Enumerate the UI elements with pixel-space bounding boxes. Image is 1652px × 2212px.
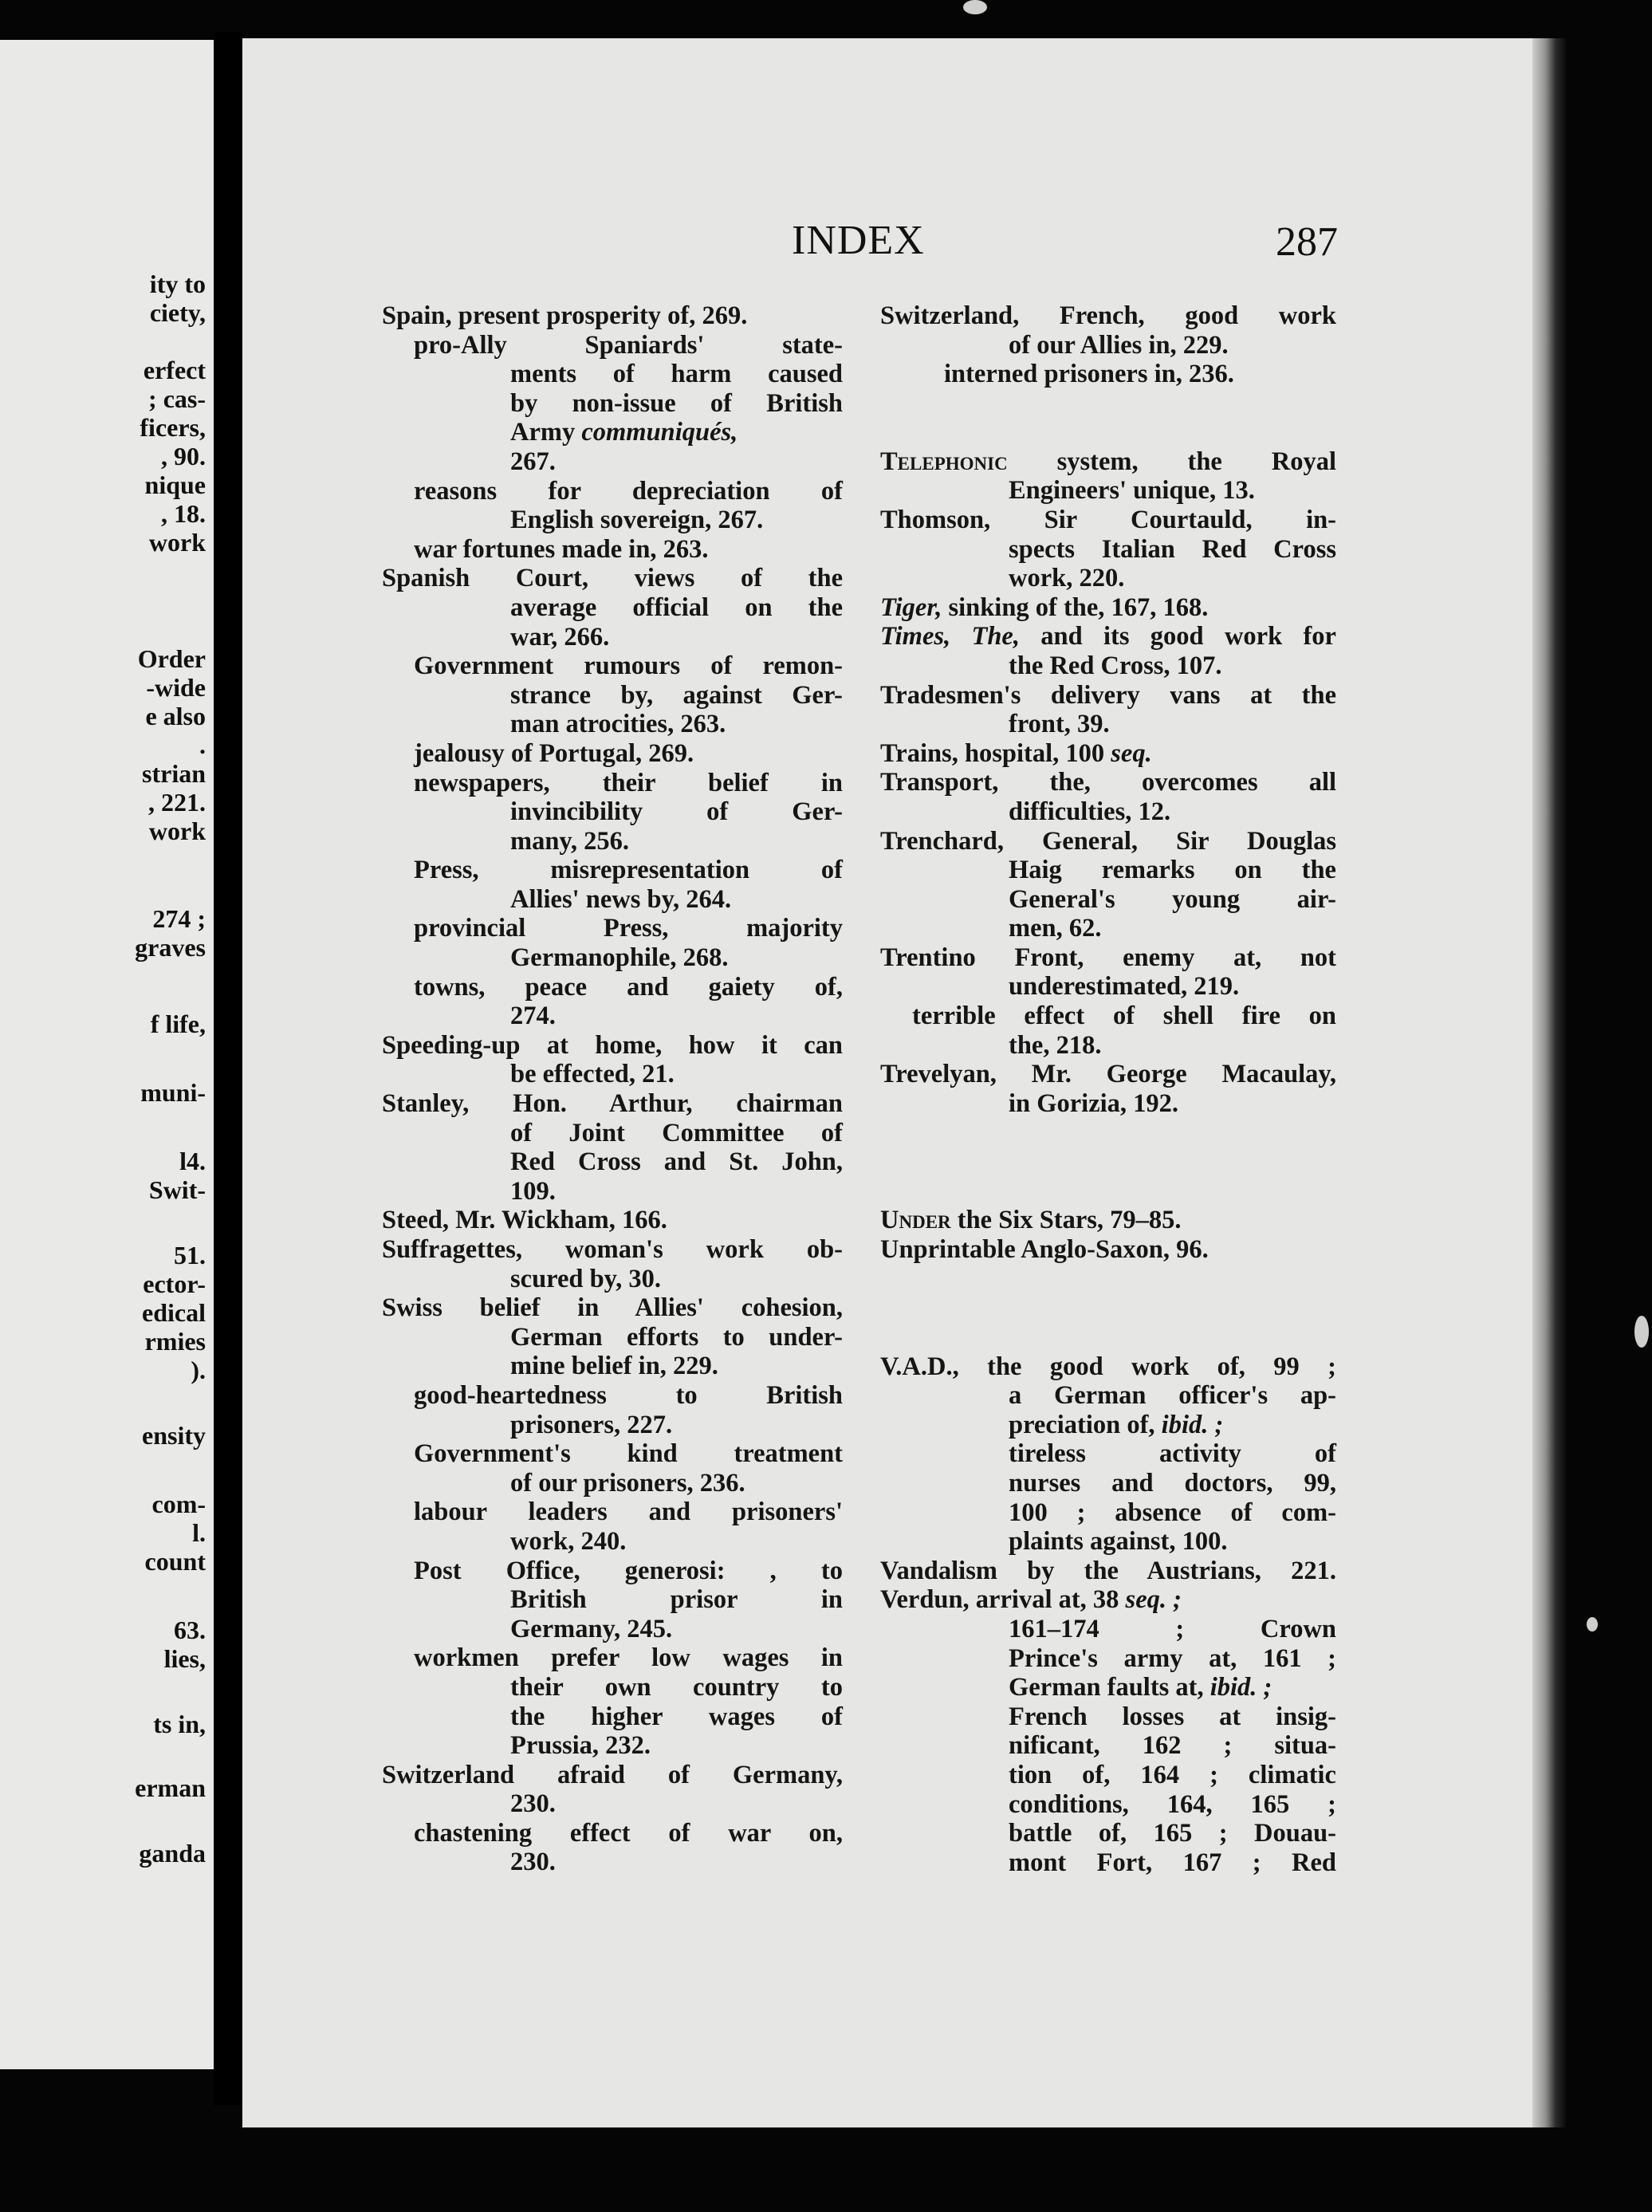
index-entry-line: [880, 681, 1336, 710]
index-entry-line: [382, 1206, 843, 1235]
index-entry-line: [382, 856, 843, 885]
left-page-text-fragment: ganda: [139, 1839, 206, 1868]
entry-text: Army: [510, 418, 576, 447]
index-entry-line: [382, 914, 843, 943]
index-entry-line: [880, 651, 1336, 681]
left-page-text-fragment: erman: [135, 1773, 206, 1802]
index-entry-line: [880, 1235, 1336, 1265]
index-entry-line: [880, 1031, 1336, 1061]
entry-text: and its good work for: [1019, 622, 1336, 651]
entry-text: Post Office, generosi: , to: [414, 1556, 843, 1585]
entry-text: 230.: [510, 1848, 556, 1877]
index-entry-line: [880, 1469, 1336, 1498]
entry-text: workmen prefer low wages in: [414, 1643, 843, 1673]
entry-text: mine belief in, 229.: [510, 1352, 718, 1381]
index-entry-line: [880, 1673, 1336, 1702]
index-entry-line: [382, 360, 843, 389]
entry-text: 267.: [510, 447, 556, 476]
entry-text: strance by, against Ger-: [510, 680, 843, 710]
entry-text: chastening effect of war on,: [414, 1818, 843, 1848]
book-gutter: [214, 32, 242, 2105]
index-entry-line: [382, 1848, 843, 1877]
entry-text: Government's kind treatment: [414, 1439, 843, 1469]
entry-text: reasons for depreciation of: [414, 476, 843, 506]
index-entry-line: [880, 1731, 1336, 1761]
left-page-text-fragment: work: [148, 817, 206, 845]
entry-text: labour leaders and prisoners': [414, 1498, 843, 1527]
left-page-text-fragment: erfect: [143, 356, 206, 384]
left-page-text-fragment: -wide: [146, 673, 206, 702]
entry-text: German efforts to under-: [510, 1322, 843, 1352]
entry-text: preciation of,: [1009, 1410, 1155, 1439]
entry-text: Verdun, arrival at, 38: [880, 1585, 1119, 1615]
left-page-text-fragment: l.: [192, 1518, 206, 1547]
left-page-text-fragment: ity to: [149, 270, 206, 298]
index-entry-line: [382, 1527, 843, 1557]
entry-text: mont Fort, 167 ; Red: [1009, 1848, 1336, 1877]
entry-text: French losses at insig-: [1009, 1702, 1336, 1731]
entry-text: pro-Ally Spaniards' state-: [414, 330, 843, 360]
index-column-right: [880, 301, 1336, 1877]
entry-text: ments of harm caused: [510, 360, 843, 389]
entry-text: Switzerland, French, good work: [880, 301, 1336, 330]
index-entry-line: [382, 1119, 843, 1148]
left-page-text-fragment: 63.: [174, 1616, 206, 1644]
index-entry-line: [880, 1352, 1336, 1382]
entry-text: German faults at,: [1009, 1673, 1204, 1702]
index-entry-line: [880, 972, 1336, 1002]
entry-text: 109.: [510, 1176, 556, 1206]
index-entry-line: [880, 1527, 1336, 1557]
entry-text: scured by, 30.: [510, 1264, 662, 1293]
scan-speck: [1634, 1316, 1649, 1348]
index-entry-line: [382, 418, 843, 447]
index-entry-line: [382, 827, 843, 856]
left-page-text-fragment: , 90.: [161, 442, 206, 470]
entry-text: the higher wages of: [510, 1702, 843, 1731]
index-entry-line: [880, 797, 1336, 827]
left-page-text-fragment: , 221.: [148, 788, 206, 817]
index-entry-line: [382, 477, 843, 506]
entry-text: Stanley, Hon. Arthur, chairman: [382, 1089, 843, 1119]
left-page-text-fragment: ts in,: [153, 1710, 206, 1738]
index-entry-line: [880, 827, 1336, 856]
entry-text: conditions, 164, 165 ;: [1009, 1789, 1336, 1819]
entry-text: average official on the: [510, 592, 843, 622]
index-entry-line: [880, 710, 1336, 739]
index-entry-line: [382, 1498, 843, 1527]
entry-text: Trentino Front, enemy at, not: [880, 943, 1336, 972]
entry-text: work, 220.: [1009, 564, 1125, 593]
entry-text: Red Cross and St. John,: [510, 1147, 843, 1177]
index-entry-line: [382, 1177, 843, 1206]
index-entry-line: [382, 593, 843, 623]
entry-text: be effected, 21.: [510, 1060, 675, 1089]
index-entry-line: [382, 973, 843, 1002]
index-entry-line: [382, 301, 843, 331]
index-entry-line: [880, 360, 1336, 389]
index-entry-line: [880, 856, 1336, 885]
entry-text: jealousy of Portugal, 269.: [414, 738, 694, 768]
index-entry-line: [382, 1031, 843, 1061]
left-page-text-fragment: 274 ;: [152, 904, 206, 933]
entry-text: 100 ; absence of com-: [1009, 1498, 1336, 1527]
index-entry-line: [880, 1848, 1336, 1878]
index-entry-line: [880, 1761, 1336, 1790]
index-entry-line: [382, 1761, 843, 1790]
entry-text: Prussia, 232.: [510, 1731, 651, 1761]
index-entry-line: [880, 564, 1336, 593]
entry-text: Allies' news by, 264.: [510, 884, 732, 914]
entry-text: terrible effect of shell fire on: [912, 1002, 1336, 1031]
left-page-text-fragment: ficers,: [140, 413, 206, 442]
index-entry-line: [382, 710, 843, 739]
entry-text: of Joint Committee of: [510, 1118, 843, 1147]
page-number: 287: [1276, 219, 1338, 265]
index-entry-line: [880, 1615, 1336, 1644]
index-entry-line: [880, 1644, 1336, 1674]
entry-text: the Red Cross, 107.: [1009, 651, 1222, 680]
entry-text: Engineers' unique, 13.: [1009, 476, 1255, 506]
entry-text: Government rumours of remon-: [414, 651, 843, 681]
entry-text: Unprintable Anglo-Saxon, 96.: [880, 1235, 1209, 1265]
entry-text: nificant, 162 ; situa-: [1009, 1731, 1336, 1761]
entry-text: difficulties, 12.: [1009, 797, 1171, 826]
index-entry-line: [880, 885, 1336, 915]
entry-text: provincial Press, majority: [414, 914, 843, 943]
page-edge: [1532, 38, 1566, 2127]
left-page-text-fragment: f life,: [150, 1010, 206, 1038]
index-entry-line: [382, 1439, 843, 1469]
index-entry-line: [382, 447, 843, 477]
index-entry-line: [382, 1585, 843, 1615]
index-entry-line: [382, 1323, 843, 1352]
left-page-text-fragment: 51.: [174, 1241, 206, 1269]
entry-text: nurses and doctors, 99,: [1009, 1469, 1336, 1498]
entry-text: V.A.D., the good work of, 99 ;: [880, 1352, 1336, 1381]
index-entry-line: [382, 1557, 843, 1586]
entry-text: Germany, 245.: [510, 1614, 673, 1643]
entry-italic-tail: seq.: [1111, 738, 1152, 768]
entry-text: plaints against, 100.: [1009, 1527, 1228, 1557]
entry-text: Prince's army at, 161 ;: [1009, 1643, 1336, 1673]
index-entry-line: [880, 1002, 1336, 1031]
entry-text: interned prisoners in, 236.: [944, 360, 1234, 389]
left-page-text-fragment: e also: [145, 702, 206, 730]
index-entry-line: [382, 1731, 843, 1761]
entry-text: underestimated, 219.: [1009, 972, 1240, 1002]
entry-italic-tail: communiqués,: [581, 418, 738, 447]
index-entry-line: [880, 1060, 1336, 1089]
entry-text: Speeding-up at home, how it can: [382, 1030, 843, 1060]
left-page-text-fragment: ; cas-: [148, 384, 206, 413]
entry-text: Suffragettes, woman's work ob-: [382, 1235, 843, 1264]
index-entry-line: [382, 331, 843, 360]
index-entry-line: [880, 506, 1336, 535]
index-entry-line: [880, 1585, 1336, 1615]
index-entry-line: [880, 1439, 1336, 1469]
index-entry-line: [880, 447, 1336, 477]
index-entry-line: [382, 1469, 843, 1498]
entry-text: war fortunes made in, 263.: [414, 534, 709, 564]
left-page-text-fragment: Order: [137, 644, 206, 673]
left-page-text-fragment: ector-: [143, 1269, 206, 1298]
index-entry-line: [382, 1060, 843, 1089]
entry-text: Press, misrepresentation of: [414, 856, 843, 885]
entry-text: Swiss belief in Allies' cohesion,: [382, 1293, 843, 1323]
left-page-text-fragment: .: [199, 730, 206, 759]
index-entry-line: [880, 1411, 1336, 1440]
left-page-text-fragment: , 18.: [161, 499, 206, 528]
index-entry-line: [382, 681, 843, 710]
entry-text: Transport, the, overcomes all: [880, 768, 1336, 797]
previous-page-fragment: [0, 40, 214, 2069]
entry-text: 274.: [510, 1002, 556, 1031]
entry-text: work, 240.: [510, 1526, 627, 1556]
entry-italic-tail: seq. ;: [1125, 1585, 1182, 1615]
entry-text: Switzerland afraid of Germany,: [382, 1760, 843, 1789]
left-page-text-fragment: nique: [144, 470, 206, 499]
index-entry-line: [382, 1002, 843, 1031]
running-head: INDEX: [792, 218, 925, 263]
index-entry-line: [880, 1206, 1336, 1235]
index-entry-line: [880, 1819, 1336, 1848]
index-entry-line: [880, 301, 1336, 331]
index-entry-line: [382, 1819, 843, 1848]
entry-text: Spain, present prosperity of, 269.: [382, 301, 748, 330]
entry-text: 161–174 ; Crown: [1009, 1614, 1336, 1643]
index-column-left: [382, 301, 843, 1877]
index-entry-line: [382, 564, 843, 593]
entry-head-italic: Times, The,: [880, 622, 1020, 651]
entry-text: tireless activity of: [1009, 1439, 1336, 1469]
entry-text: men, 62.: [1009, 914, 1102, 943]
index-entry-line: [382, 1147, 843, 1177]
left-page-text-fragment: ).: [191, 1356, 206, 1384]
section-gap: [880, 389, 1336, 447]
entry-text: Tradesmen's delivery vans at the: [880, 680, 1336, 710]
entry-text: war, 266.: [510, 622, 610, 651]
index-entry-line: [880, 535, 1336, 565]
entry-text: the Six Stars, 79–85.: [950, 1206, 1182, 1235]
left-page-text-fragment: ciety,: [149, 298, 206, 327]
left-page-text-fragment: muni-: [140, 1078, 206, 1107]
entry-text: the, 218.: [1009, 1030, 1102, 1060]
index-entry-line: [382, 1702, 843, 1732]
index-entry-line: [382, 769, 843, 798]
index-entry-line: [382, 535, 843, 565]
left-page-text-fragment: Swit-: [148, 1175, 206, 1204]
entry-text: Thomson, Sir Courtauld, in-: [880, 505, 1336, 534]
index-entry-line: [382, 651, 843, 681]
index-entry-line: [382, 623, 843, 652]
index-entry-line: [880, 593, 1336, 623]
entry-text: battle of, 165 ; Douau-: [1009, 1819, 1336, 1848]
left-page-text-fragment: ensity: [142, 1421, 206, 1450]
index-entry-line: [880, 476, 1336, 506]
index-entry-line: [382, 1789, 843, 1819]
entry-text: Spanish Court, views of the: [382, 564, 843, 593]
left-page-text-fragment: com-: [151, 1490, 206, 1518]
index-entry-line: [382, 1673, 843, 1702]
entry-text: a German officer's ap-: [1009, 1381, 1336, 1411]
entry-text: Trains, hospital, 100: [880, 738, 1105, 768]
index-entry-line: [382, 1352, 843, 1381]
entry-text: front, 39.: [1009, 710, 1110, 739]
entry-text: good-heartedness to British: [414, 1380, 843, 1410]
entry-italic-tail: ibid. ;: [1161, 1410, 1224, 1439]
index-entry-line: [880, 1702, 1336, 1732]
index-entry-line: [880, 1498, 1336, 1528]
entry-text: Haig remarks on the: [1009, 856, 1336, 885]
index-entry-line: [880, 914, 1336, 943]
index-entry-line: [880, 943, 1336, 973]
entry-text: in Gorizia, 192.: [1009, 1088, 1179, 1118]
index-entry-line: [382, 506, 843, 535]
left-page-text-fragment: rmies: [144, 1327, 206, 1356]
left-page-text-fragment: strian: [142, 759, 206, 788]
entry-head-italic: Tiger,: [880, 592, 942, 622]
index-entry-line: [880, 739, 1336, 769]
index-entry-line: [382, 1411, 843, 1440]
entry-text: British prisor in: [510, 1585, 843, 1615]
left-page-text-fragment: edical: [142, 1298, 206, 1327]
index-entry-line: [382, 1643, 843, 1673]
entry-text: newspapers, their belief in: [414, 768, 843, 797]
index-entry-line: [382, 1293, 843, 1323]
entry-text: Trevelyan, Mr. George Macaulay,: [880, 1060, 1336, 1089]
section-gap: [880, 1118, 1336, 1206]
index-entry-line: [880, 1089, 1336, 1119]
index-entry-line: [382, 1235, 843, 1265]
left-page-text-fragment: work: [148, 528, 206, 557]
left-page-text-fragment: l4.: [179, 1147, 206, 1175]
section-gap: [880, 1265, 1336, 1352]
index-entry-line: [382, 1615, 843, 1644]
entry-italic-tail: ibid. ;: [1210, 1673, 1272, 1702]
entry-text: many, 256.: [510, 826, 629, 856]
left-page-text-fragment: lies,: [163, 1644, 206, 1673]
entry-text: sinking of the, 167, 168.: [942, 592, 1209, 622]
entry-text: spects Italian Red Cross: [1009, 534, 1336, 564]
scan-speck: [1587, 1617, 1598, 1631]
entry-text: towns, peace and gaiety of,: [414, 972, 843, 1002]
index-entry-line: [382, 1089, 843, 1119]
entry-head-smallcaps: Telephonic: [880, 447, 1008, 476]
index-entry-line: [382, 885, 843, 915]
scan-speck: [963, 0, 987, 14]
entry-text: Vandalism by the Austrians, 221.: [880, 1556, 1336, 1585]
index-entry-line: [382, 739, 843, 769]
entry-text: system, the Royal: [1007, 447, 1336, 476]
entry-text: Trenchard, General, Sir Douglas: [880, 826, 1336, 856]
index-entry-line: [880, 1790, 1336, 1820]
index-entry-line: [880, 1557, 1336, 1586]
entry-text: prisoners, 227.: [510, 1410, 673, 1439]
entry-head-smallcaps: Under: [880, 1206, 951, 1235]
entry-text: Germanophile, 268.: [510, 943, 729, 973]
entry-text: tion of, 164 ; climatic: [1009, 1760, 1336, 1789]
index-entry-line: [382, 389, 843, 419]
entry-text: of our Allies in, 229.: [1009, 330, 1229, 360]
left-page-text-fragment: graves: [135, 933, 206, 962]
entry-text: English sovereign, 267.: [510, 506, 764, 535]
entry-text: invincibility of Ger-: [510, 797, 843, 827]
left-page-text-fragment: count: [144, 1547, 206, 1576]
entry-text: of our prisoners, 236.: [510, 1468, 745, 1498]
index-entry-line: [382, 1381, 843, 1411]
entry-text: man atrocities, 263.: [510, 710, 726, 739]
entry-text: General's young air-: [1009, 884, 1336, 914]
index-entry-line: [880, 331, 1336, 360]
index-entry-line: [880, 1381, 1336, 1411]
index-entry-line: [382, 943, 843, 973]
entry-text: their own country to: [510, 1672, 843, 1702]
entry-text: Steed, Mr. Wickham, 166.: [382, 1206, 667, 1235]
entry-text: by non-issue of British: [510, 388, 843, 418]
index-entry-line: [880, 768, 1336, 797]
index-entry-line: [382, 1265, 843, 1294]
index-entry-line: [382, 797, 843, 827]
index-entry-line: [880, 622, 1336, 651]
entry-text: 230.: [510, 1789, 556, 1819]
